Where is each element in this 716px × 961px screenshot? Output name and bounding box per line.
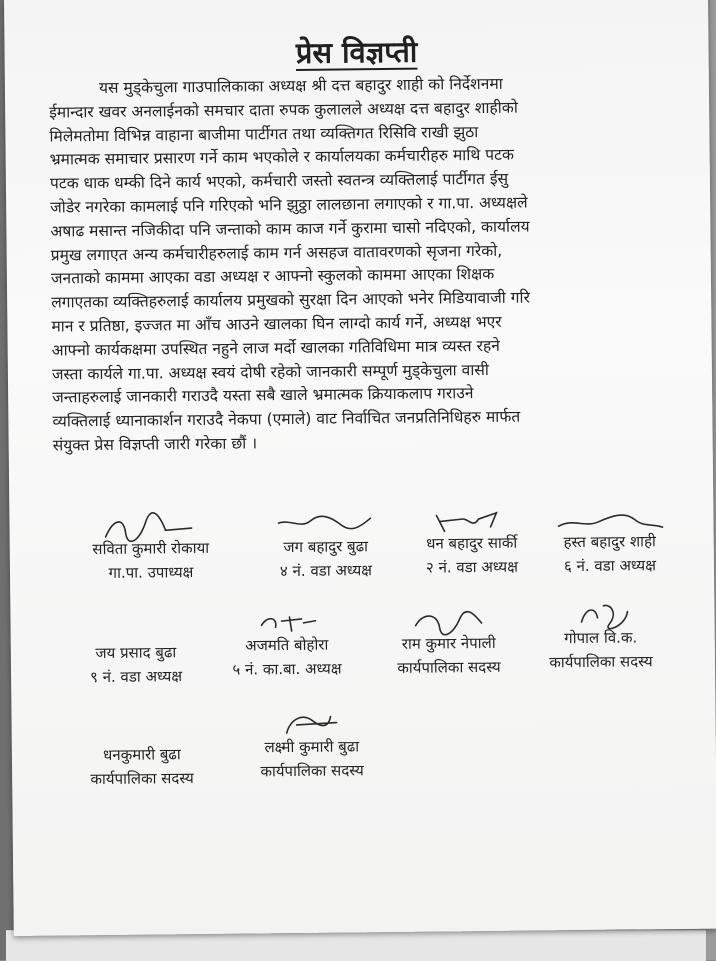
signatory-name: जय प्रसाद बुढा <box>95 643 177 663</box>
signatory-name: राम कुमार नेपाली <box>401 633 496 653</box>
signatory-role: ५ नं. का.बा. अध्यक्ष <box>232 659 342 679</box>
signatory-role: ६ नं. वडा अध्यक्ष <box>563 556 657 576</box>
signatory-name: अजमति बोहोरा <box>245 635 329 655</box>
signature-scribble <box>231 607 341 642</box>
signatory-role: कार्यपालिका सदस्य <box>90 769 194 789</box>
body-line: मिलेमतोमा विभिन्न वाहाना बाजीमा पार्टीगत तथा व्यक्तिगत रिसिवि राखी झुठा <box>49 122 479 146</box>
signatory-block <box>61 640 211 690</box>
signatory-role: ९ नं. वडा अध्यक्ष <box>89 667 183 687</box>
signature-scribble <box>95 510 205 545</box>
signatory-role: ४ नं. वडा अध्यक्ष <box>279 561 373 581</box>
document-body <box>49 71 677 458</box>
signature-scribble <box>554 503 664 538</box>
signature-scribble <box>545 599 655 634</box>
signatory-name: सविता कुमारी रोकाया <box>92 538 210 559</box>
signatory-role: गा.पा. उपाध्यक्ष <box>108 563 194 582</box>
signatory-block <box>540 529 680 578</box>
body-line: पटक धाक धम्की दिने कार्य भएको, कर्मचारी जस्तो स्वतन्त्र व्यक्तिलाई पार्टीगत ईसु <box>49 169 509 193</box>
body-line: जनताको काममा आएका वडा अध्यक्ष र आफ्नो स्कुलको काममा आएका शिक्षक <box>50 265 495 288</box>
signatory-block <box>256 534 396 583</box>
body-line: जोडेर नगरेका कामलाई पनि गरिएको भनि झुठ्ठा लालछाना लगाएको र गा.पा. अध्यक्षले <box>50 193 528 217</box>
signatory-name: जग बहादुर बुढा <box>283 537 369 557</box>
signatory-block <box>207 632 367 682</box>
signatory-role: कार्यपालिका सदस्य <box>397 657 501 677</box>
signatory-name: लक्ष्मी कुमारी बुढा <box>264 737 360 757</box>
signatory-block <box>62 742 222 792</box>
signatory-block <box>232 734 392 784</box>
signature-scribble <box>270 508 380 543</box>
body-line: व्यक्तिलाई ध्यानाकार्शन गराउदै नेकपा (एमाले) वाट निर्वाचित जनप्रतिनिधिहरु मार्फत <box>52 407 521 431</box>
body-line: अषाढ मसान्त नजिकीदा पनि जन्ताको काम काज गर्ने कुरामा चासो नदिएको, कार्यालय <box>50 217 530 241</box>
signature-scribble <box>256 708 366 743</box>
signatory-block <box>402 530 542 579</box>
signatory-name: हस्त बहादुर शाही <box>563 532 656 552</box>
body-line: आफ्नो कार्यकक्षमा उपस्थित नहुने लाज मर्दो खालका गतिविधिमा मात्र व्यस्त रहने <box>51 336 500 360</box>
signatory-role: कार्यपालिका सदस्य <box>260 761 364 781</box>
body-line: भ्रमात्मक समाचार प्रसारण गर्ने काम भएकोले र कार्यालयका कर्मचारीहरु माथि पटक <box>49 146 515 169</box>
body-line: यस मुड्केचुला गाउपालिकाका अध्यक्ष श्री दत्त बहादुर शाही को निर्देशनमा <box>98 74 503 98</box>
body-line: संयुक्त प्रेस विज्ञप्ती जारी गरेका छौं । <box>52 434 258 455</box>
signatory-name: धन बहादुर सार्की <box>426 533 518 553</box>
signature-scribble <box>416 505 526 540</box>
signatory-name: गोपाल वि.क. <box>564 628 638 648</box>
body-line: जस्ता कार्यले गा.पा. अध्यक्ष स्वयं दोषी रहेको जानकारी सम्पूर्ण मुड्केचुला वासी <box>51 360 490 384</box>
body-line: ईमान्दार खवर अनलाईनको समचार दाता रुपक कुलालले अध्यक्ष दत्त बहादुर शाहीको <box>49 98 518 122</box>
signatory-role: २ नं. वडा अध्यक्ष <box>425 557 519 577</box>
signatory-role: कार्यपालिका सदस्य <box>549 652 653 672</box>
document-title: प्रेस विज्ञप्ती <box>295 34 418 70</box>
body-line: जन्ताहरुलाई जानकारी गराउदै यस्ता सबै खाले भ्रमात्मक क्रियाकलाप गराउने <box>52 384 474 407</box>
press-release-page <box>4 0 716 936</box>
body-line: लगाएतका व्यक्तिहरुलाई कार्यालय प्रमुखको सुरक्षा दिन आएको भनेर मिडियावाजी गरि <box>51 288 531 312</box>
signatory-block <box>66 536 236 586</box>
signatory-block <box>521 625 681 675</box>
body-line: प्रमुख लगाएत अन्य कर्मचारीहरुलाई काम गर्न असहज वातावरणको सृजना गरेको, <box>50 241 503 265</box>
signatory-block <box>379 631 519 680</box>
signature-scribble <box>393 605 503 640</box>
body-line: मान र प्रतिष्ठा, इज्जत मा आँच आउने खालका घिन लाग्दो कार्य गर्ने, अध्यक्ष भएर <box>51 312 502 336</box>
signatory-name: धनकुमारी बुढा <box>103 745 181 765</box>
